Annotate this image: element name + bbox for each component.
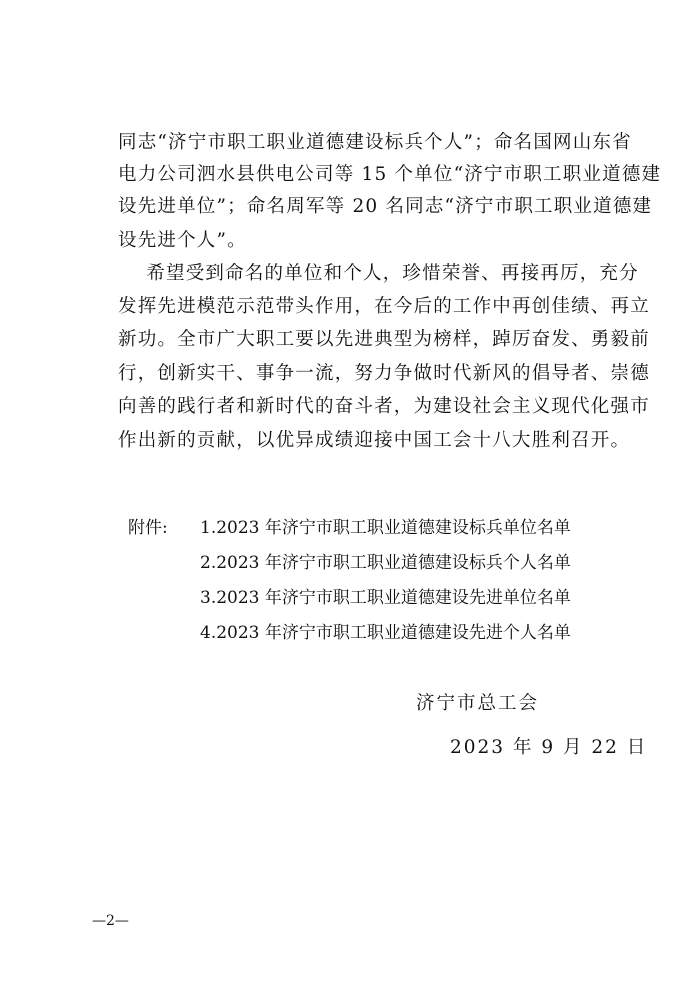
attachment-item: 3.2023 年济宁市职工职业道德建设先进单位名单 — [200, 588, 571, 608]
body-line: 电力公司泗水县供电公司等 15 个单位“济宁市职工职业道德建 — [118, 164, 662, 185]
attachments-label: 附件: — [128, 518, 168, 538]
attachment-item: 1.2023 年济宁市职工职业道德建设标兵单位名单 — [200, 518, 571, 538]
body-line: 行，创新实干、事争一流，努力争做时代新风的倡导者、崇德 — [118, 363, 650, 384]
body-line: 发挥先进模范示范带头作用，在今后的工作中再创佳绩、再立 — [118, 296, 650, 317]
body-line: 作出新的贡献，以优异成绩迎接中国工会十八大胜利召开。 — [118, 430, 631, 451]
attachment-item: 4.2023 年济宁市职工职业道德建设先进个人名单 — [200, 623, 571, 643]
body-line: 设先进个人”。 — [118, 230, 247, 251]
body-line: 向善的践行者和新时代的奋斗者，为建设社会主义现代化强市 — [118, 396, 650, 417]
body-line: 新功。全市广大职工要以先进典型为榜样，踔厉奋发、勇毅前 — [118, 329, 650, 350]
attachment-item: 2.2023 年济宁市职工职业道德建设标兵个人名单 — [200, 553, 571, 573]
page-number: —2— — [92, 913, 129, 929]
issuing-organization: 济宁市总工会 — [416, 693, 540, 714]
body-line: 设先进单位”；命名周军等 20 名同志“济宁市职工职业道德建 — [118, 196, 653, 217]
body-line: 希望受到命名的单位和个人，珍惜荣誉、再接再厉，充分 — [118, 263, 639, 284]
body-line: 同志“济宁市职工职业道德建设标兵个人”；命名国网山东省 — [118, 132, 632, 153]
issue-date: 2023 年 9 月 22 日 — [450, 737, 648, 758]
